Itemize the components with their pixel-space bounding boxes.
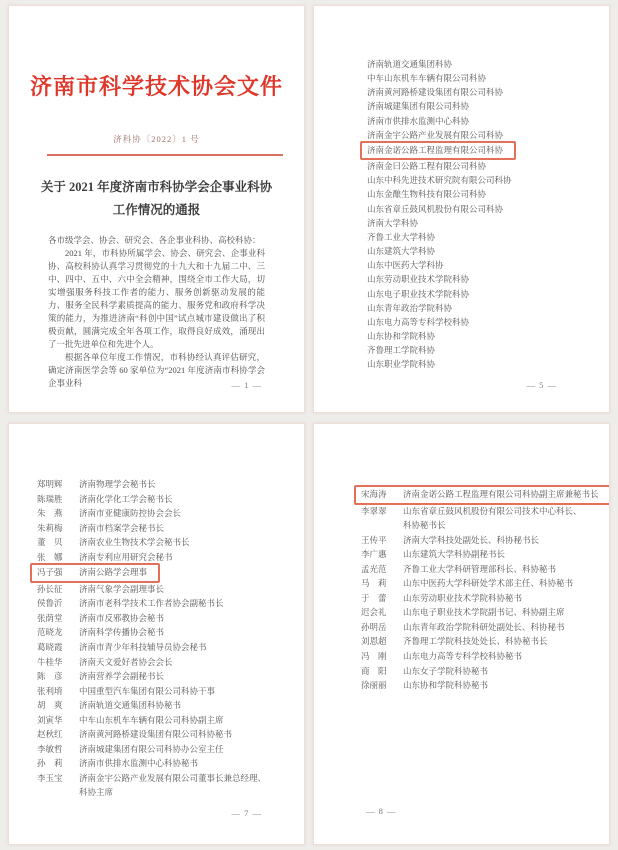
person-row [37,742,304,757]
org-list-item [367,357,609,371]
org-name: 山东职业学院科协 [367,359,436,370]
person-title: 济南金诺公路工程监理有限公司科协副主席兼秘书长 [403,489,599,499]
person-name: 李广惠 [361,549,387,560]
org-list-item [367,71,609,85]
person-title: 山东建筑大学科协副秘书长 [403,549,506,560]
person-entry [361,533,539,548]
person-row [37,625,304,640]
person-row [361,591,609,606]
person-title: 中车山东机车车辆有限公司科协副主席 [79,714,224,725]
org-name: 中车山东机车车辆有限公司科协 [367,73,487,84]
person-row [37,521,304,536]
person-entry [37,611,164,626]
org-list-item [367,301,609,315]
person-name: 陈 彦 [37,671,63,682]
paragraph-1: 2021 年，市科协所属学会、协会、研究会、企事业科协、高校科协认真学习贯彻党的十九大和十九届二中、三中、四中、五中、六中全会精神，围绕全市工作大局，切实增强服务科技工作者的能力、服务创新驱动发展的能力、服务全民科学素质提高的能力、服务党和政府科学决策的能力，为推进济南“科创中国”试点城市建设做出了积极贡献，圆满完成全年各项工作，取得良好成效，涌现出了一批先进单位和先进个人。 [48,248,265,349]
person-title: 山东女子学院科协秘书 [403,665,489,676]
org-name: 山东金酿生物科技有限公司科协 [367,189,487,200]
person-row [361,547,609,562]
person-entry [37,506,181,521]
person-title: 山东劳动职业技术学院科协秘书 [403,592,523,603]
person-name: 侯鲁沂 [37,598,63,609]
person-entry [354,485,610,505]
person-title: 济南市老科学技术工作者协会副秘书长 [79,598,224,609]
person-row [37,655,304,670]
page-1 [8,5,305,413]
person-row [37,535,304,550]
person-entry [361,649,522,664]
person-name: 李玉宝 [37,772,63,783]
person-title: 济南化学化工学会秘书长 [79,493,173,504]
person-row [361,504,609,533]
person-title: 山东电力高等专科学校科协秘书 [403,651,523,662]
person-title: 中国重型汽车集团有限公司科协干事 [79,685,216,696]
person-name: 胡 爽 [37,700,63,711]
person-title: 济南轨道交通集团科协秘书 [79,700,182,711]
page-number: — 1 — [231,380,262,390]
person-entry [30,563,160,583]
person-title: 济南农业生物技术学会秘书长 [79,537,190,548]
person-row [37,550,304,565]
person-entry [37,521,164,536]
person-title: 齐鲁理工学院科技处处长、科协秘书长 [403,636,548,647]
page-number: — 7 — [231,808,262,818]
person-entry [361,678,488,693]
person-title: 济南科学传播协会秘书 [79,627,165,638]
org-list-item [367,114,609,128]
org-list-item [367,99,609,113]
page-number: — 5 — [526,380,557,390]
person-name: 孙明岳 [361,621,387,632]
person-name: 王传平 [361,534,387,545]
org-list-item [367,187,609,201]
person-entry [361,634,548,649]
person-title: 济南天文爱好者协会会长 [79,656,173,667]
person-title-continued: 科协秘书长 [403,520,446,531]
notice-title-line1: 关于 2021 年度济南市科协学会企事业科协 [40,180,273,194]
person-title-continued: 科协主席 [79,787,114,798]
person-row [361,576,609,591]
person-entry [37,582,164,597]
person-title: 山东中医药大学科研处学术部主任、科协秘书 [403,578,574,589]
person-list [314,424,609,693]
person-entry [37,698,181,713]
person-name: 朱莉梅 [37,522,63,533]
org-list-item [367,272,609,286]
person-title: 济南营养学会副秘书长 [79,671,165,682]
person-entry [37,492,173,507]
org-list [314,6,609,371]
person-title: 山东电子职业技术学院副书记、科协副主席 [403,607,565,618]
person-title: 济南市亚健康防控协会会长 [79,508,182,519]
org-name: 山东协和学院科协 [367,330,436,341]
person-name: 刘恩超 [361,636,387,647]
person-name: 牛桂华 [37,656,63,667]
org-name: 齐鲁工业大学科协 [367,231,436,242]
person-row [361,486,609,504]
org-name: 济南轨道交通集团科协 [367,59,453,69]
person-entry [361,504,582,519]
person-name: 迟会礼 [361,607,387,618]
notice-title [9,176,304,221]
person-title: 济南公路学会理事 [79,567,148,578]
person-entry [37,477,156,492]
person-row [37,564,304,582]
document-number: 济科协〔2022〕1 号 [113,134,200,144]
person-row [361,562,609,577]
person-row [361,533,609,548]
person-name: 董 贝 [37,537,63,548]
person-entry [361,576,573,591]
person-row [37,492,304,507]
person-row [361,664,609,679]
person-name: 于 蕾 [361,592,387,603]
org-name: 山东建筑大学科协 [367,246,436,257]
org-name: 济南大学科协 [367,217,419,228]
person-row [361,605,609,620]
org-list-item [367,202,609,216]
person-name: 马 莉 [361,578,387,589]
person-entry [37,669,164,684]
person-entry [37,771,266,786]
org-list-item [367,128,609,142]
person-name: 孟光范 [361,563,387,574]
person-title: 济南市反邪教协会秘书 [79,612,165,623]
person-row [37,684,304,699]
paragraph-2: 根据各单位年度工作情况，市科协经认真评估研究，确定济南医学会等 60 家单位为“2021 年度济南市科协学会企事业科 [48,352,265,388]
salutation: 各市级学会、协会、研究会、各企事业科协、高校科协： [48,235,261,245]
person-entry [361,664,488,679]
person-row [37,640,304,655]
person-name: 范晓龙 [37,627,63,638]
person-row [37,771,304,800]
person-row [37,713,304,728]
org-name: 山东劳动职业技术学院科协 [367,274,470,285]
org-list-item [367,287,609,301]
person-row [37,477,304,492]
person-name: 李敏哲 [37,743,63,754]
person-row [37,727,304,742]
person-name: 冯 刚 [361,651,387,662]
person-row [37,698,304,713]
person-name: 宋海涛 [361,489,387,499]
person-entry [37,684,215,699]
person-title: 山东协和学院科协秘书 [403,680,489,691]
org-list-item [367,216,609,230]
org-list-item [367,329,609,343]
person-title: 齐鲁工业大学科研管理部科长、科协秘书 [403,563,557,574]
person-name: 陈瑞胜 [37,493,63,504]
person-row [361,620,609,635]
person-title: 济南专利应用研究会秘书 [79,551,173,562]
person-title: 济南黄河路桥建设集团有限公司科协秘书 [79,729,233,740]
person-row [37,582,304,597]
person-entry [37,640,207,655]
org-list-item [367,315,609,329]
person-row [361,678,609,693]
person-entry [37,713,224,728]
person-name: 朱 燕 [37,508,63,519]
person-name: 张利堉 [37,685,63,696]
person-name: 李翠翠 [361,505,387,516]
org-list-item [367,258,609,272]
person-name: 孙长征 [37,583,63,594]
person-entry [37,756,198,771]
person-name: 刘寅华 [37,714,63,725]
person-title: 济南市青少年科技辅导员协会秘书 [79,642,207,653]
person-entry [37,655,173,670]
org-name: 山东青年政治学院科协 [367,302,453,313]
person-name: 赵秋红 [37,729,63,740]
org-list-item [367,244,609,258]
person-name: 孙 莉 [37,758,63,769]
person-entry [37,727,232,742]
person-entry [37,742,224,757]
person-name: 张 娜 [37,551,63,562]
person-row [361,634,609,649]
org-list-item [367,85,609,99]
person-row [37,669,304,684]
org-name: 山东电力高等专科学校科协 [367,316,470,327]
notice-body [48,234,265,390]
person-row [361,649,609,664]
person-name: 郑明辉 [37,479,63,489]
org-list-item [367,159,609,173]
page-3 [8,423,305,845]
person-row [37,611,304,626]
person-name: 徐丽丽 [361,680,387,691]
org-name: 济南黄河路桥建设集团有限公司科协 [367,87,504,98]
person-row [37,506,304,521]
org-name: 齐鲁理工学院科协 [367,345,436,356]
person-title: 济南大学科技处副处长、科协秘书长 [403,534,540,545]
org-name: 济南金曰公路工程有限公司科协 [367,161,487,172]
person-title: 济南气象学会副理事长 [79,583,165,594]
page-number: — 8 — [366,806,397,816]
org-name: 济南金宇公路产业发展有限公司科协 [367,129,504,140]
org-name: 山东电子职业技术学院科协 [367,288,470,299]
person-entry [37,535,190,550]
person-entry [361,562,556,577]
person-entry [37,596,224,611]
person-entry [37,550,173,565]
person-title: 济南金宇公路产业发展有限公司董事长兼总经理、 [79,772,267,783]
page-4 [313,423,610,845]
org-name: 山东中医药大学科协 [367,260,444,271]
person-title: 山东省章丘鼓风机股份有限公司技术中心科长、 [403,505,582,516]
org-name: 济南市供排水监测中心科协 [367,115,470,126]
org-name: 山东省章丘鼓风机股份有限公司科协 [367,203,504,214]
org-name: 山东中科先进技术研究院有限公司科协 [367,175,512,186]
person-entry [361,605,565,620]
person-entry [37,625,164,640]
person-title: 济南城建集团有限公司科协办公室主任 [79,743,224,754]
org-name: 济南城建集团有限公司科协 [367,101,470,112]
org-list-item [367,142,609,159]
person-title: 济南市供排水监测中心科协秘书 [79,758,199,769]
org-name: 济南金诺公路工程监理有限公司科协 [360,141,516,160]
person-row [37,756,304,771]
person-entry [361,620,565,635]
person-name: 商 阳 [361,665,387,676]
person-entry [361,547,505,562]
org-list-item [367,173,609,187]
person-name: 葛晓霞 [37,642,63,653]
org-list-item [367,343,609,357]
person-title: 济南物理学会秘书长 [79,479,156,489]
page-2 [313,5,610,413]
person-name: 张荫堂 [37,612,63,623]
red-divider-line [47,154,283,156]
notice-title-line2: 工作情况的通报 [112,202,201,217]
person-title: 山东青年政治学院科研处副处长、科协秘书 [403,621,565,632]
person-entry [361,591,522,606]
person-name: 冯子强 [37,567,63,578]
document-header-title: 济南市科学技术协会文件 [29,74,283,99]
person-row [37,596,304,611]
person-title: 济南市档案学会秘书长 [79,522,165,533]
org-list-item [367,57,609,71]
person-list [9,424,304,800]
org-list-item [367,230,609,244]
